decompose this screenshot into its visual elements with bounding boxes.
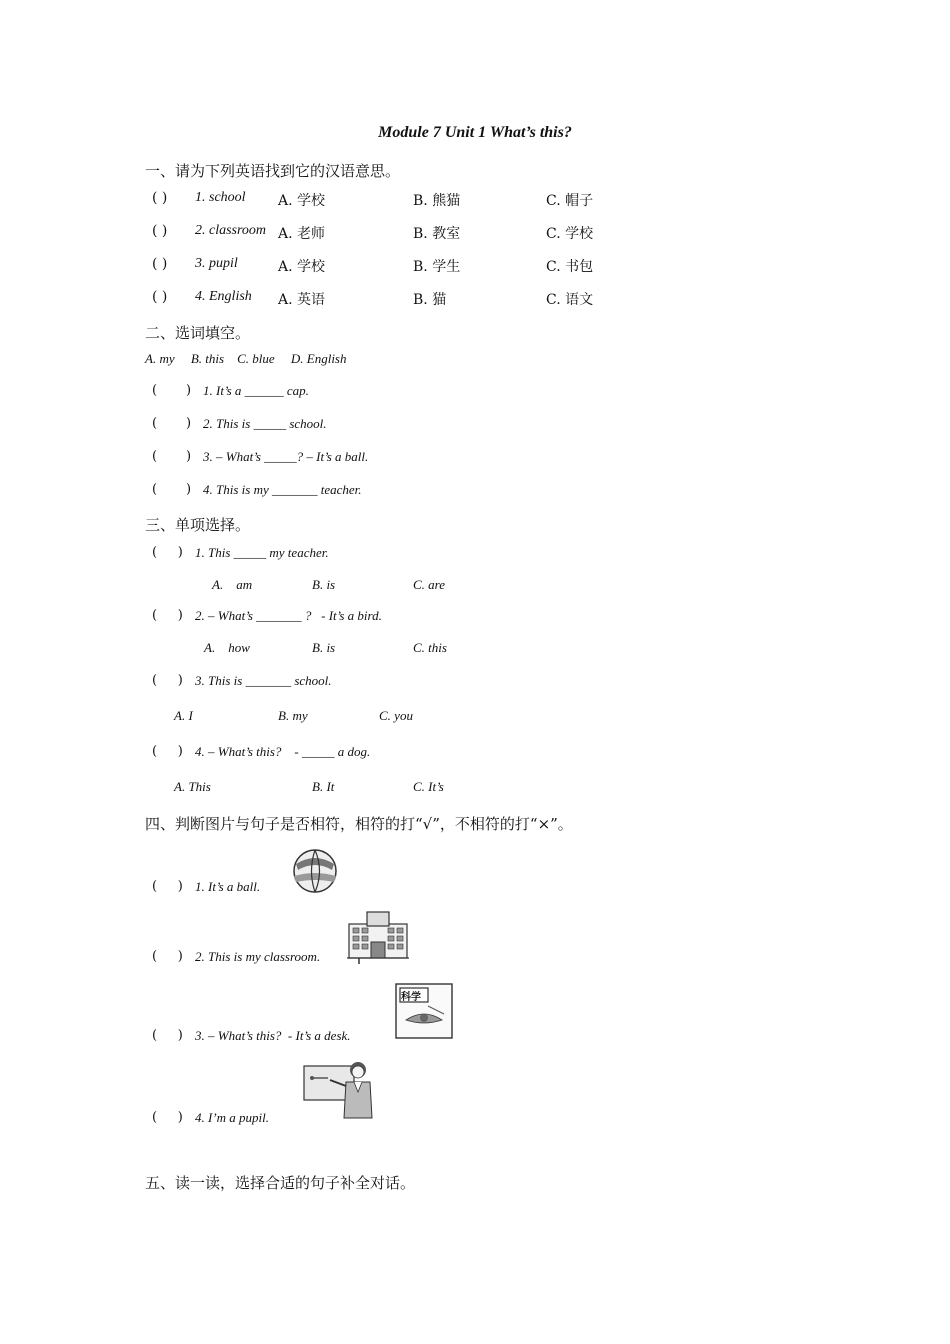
s2-paren-2: ( ) bbox=[152, 416, 192, 431]
s2-question-4: 4. This is my _______ teacher. bbox=[203, 482, 362, 497]
s1-paren-3: ( ) bbox=[152, 256, 168, 272]
s3-paren-2: ( ) bbox=[152, 608, 183, 623]
s3-question-3: 3. This is _______ school. bbox=[195, 673, 332, 688]
s1-question-4: 4. English bbox=[195, 289, 252, 304]
s1-option-b-4: B. 猫 bbox=[413, 292, 447, 308]
section2-heading: 二、选词填空。 bbox=[145, 324, 251, 342]
s1-question-1: 1. school bbox=[195, 190, 246, 205]
s3-question-4: 4. – What’s this? - _____ a dog. bbox=[195, 744, 371, 759]
s1-question-3: 3. pupil bbox=[195, 256, 238, 271]
s3-q3-option-a: A. I bbox=[174, 708, 193, 723]
s4-question-3: 3. – What’s this? - It’s a desk. bbox=[195, 1028, 351, 1043]
s3-q3-option-b: B. my bbox=[278, 708, 308, 723]
s2-paren-1: ( ) bbox=[152, 383, 192, 398]
s3-q1-option-b: B. is bbox=[312, 577, 336, 592]
section1-heading: 一、请为下列英语找到它的汉语意思。 bbox=[145, 162, 401, 180]
s2-question-1: 1. It’s a ______ cap. bbox=[203, 383, 309, 398]
s3-paren-3: ( ) bbox=[152, 673, 183, 688]
s3-q4-option-b: B. It bbox=[312, 779, 335, 794]
s4-paren-4: ( ) bbox=[152, 1110, 183, 1125]
s3-paren-4: ( ) bbox=[152, 744, 183, 759]
s4-paren-1: ( ) bbox=[152, 879, 183, 894]
s4-question-4: 4. I’m a pupil. bbox=[195, 1110, 270, 1125]
s3-question-1: 1. This _____ my teacher. bbox=[195, 545, 329, 560]
s1-paren-2: ( ) bbox=[152, 223, 168, 239]
s1-option-a-2: A. 老师 bbox=[278, 226, 326, 242]
s3-q1-option-a: A. am bbox=[212, 577, 253, 592]
page-title: Module 7 Unit 1 What’s this? bbox=[378, 124, 572, 141]
s3-q4-option-c: C. It’s bbox=[413, 779, 444, 794]
s1-option-b-2: B. 教室 bbox=[413, 226, 461, 242]
s1-question-2: 2. classroom bbox=[195, 223, 267, 238]
s1-option-c-3: C. 书包 bbox=[546, 259, 594, 275]
s3-paren-1: ( ) bbox=[152, 545, 183, 560]
s1-paren-1: ( ) bbox=[152, 190, 168, 206]
s1-option-a-3: A. 学校 bbox=[278, 259, 326, 275]
school-building-image bbox=[345, 908, 411, 966]
s2-paren-4: ( ) bbox=[152, 482, 192, 497]
s1-option-c-4: C. 语文 bbox=[546, 292, 594, 308]
s1-option-b-3: B. 学生 bbox=[413, 259, 461, 275]
s1-option-a-1: A. 学校 bbox=[278, 193, 326, 209]
s3-q2-option-b: B. is bbox=[312, 640, 336, 655]
s4-question-1: 1. It’s a ball. bbox=[195, 879, 261, 894]
s4-question-2: 2. This is my classroom. bbox=[195, 949, 321, 964]
s4-paren-2: ( ) bbox=[152, 949, 183, 964]
s3-q4-option-a: A. This bbox=[174, 779, 211, 794]
s2-options: A. my B. this C. blue D. English bbox=[145, 351, 347, 366]
science-book-label: 科学 bbox=[401, 992, 421, 1003]
section4-heading: 四、判断图片与句子是否相符，相符的打“√”，不相符的打“×”。 bbox=[145, 815, 573, 833]
s1-option-c-2: C. 学校 bbox=[546, 226, 594, 242]
section3-heading: 三、单项选择。 bbox=[145, 516, 251, 534]
s1-paren-4: ( ) bbox=[152, 289, 168, 305]
section5-heading: 五、读一读，选择合适的句子补全对话。 bbox=[145, 1174, 416, 1192]
s1-option-c-1: C. 帽子 bbox=[546, 193, 594, 209]
s3-q2-option-a: A. how bbox=[204, 640, 250, 655]
s3-q2-option-c: C. this bbox=[413, 640, 447, 655]
s3-q1-option-c: C. are bbox=[413, 577, 446, 592]
s2-question-2: 2. This is _____ school. bbox=[203, 416, 327, 431]
teacher-image bbox=[302, 1056, 380, 1122]
s1-option-a-4: A. 英语 bbox=[278, 292, 326, 308]
s4-paren-3: ( ) bbox=[152, 1028, 183, 1043]
s3-q3-option-c: C. you bbox=[379, 708, 413, 723]
s2-question-3: 3. – What’s _____? – It’s a ball. bbox=[203, 449, 369, 464]
ball-image bbox=[288, 848, 342, 894]
s2-paren-3: ( ) bbox=[152, 449, 192, 464]
s1-option-b-1: B. 熊猫 bbox=[413, 193, 461, 209]
s3-question-2: 2. – What’s _______ ? - It’s a bird. bbox=[195, 608, 382, 623]
